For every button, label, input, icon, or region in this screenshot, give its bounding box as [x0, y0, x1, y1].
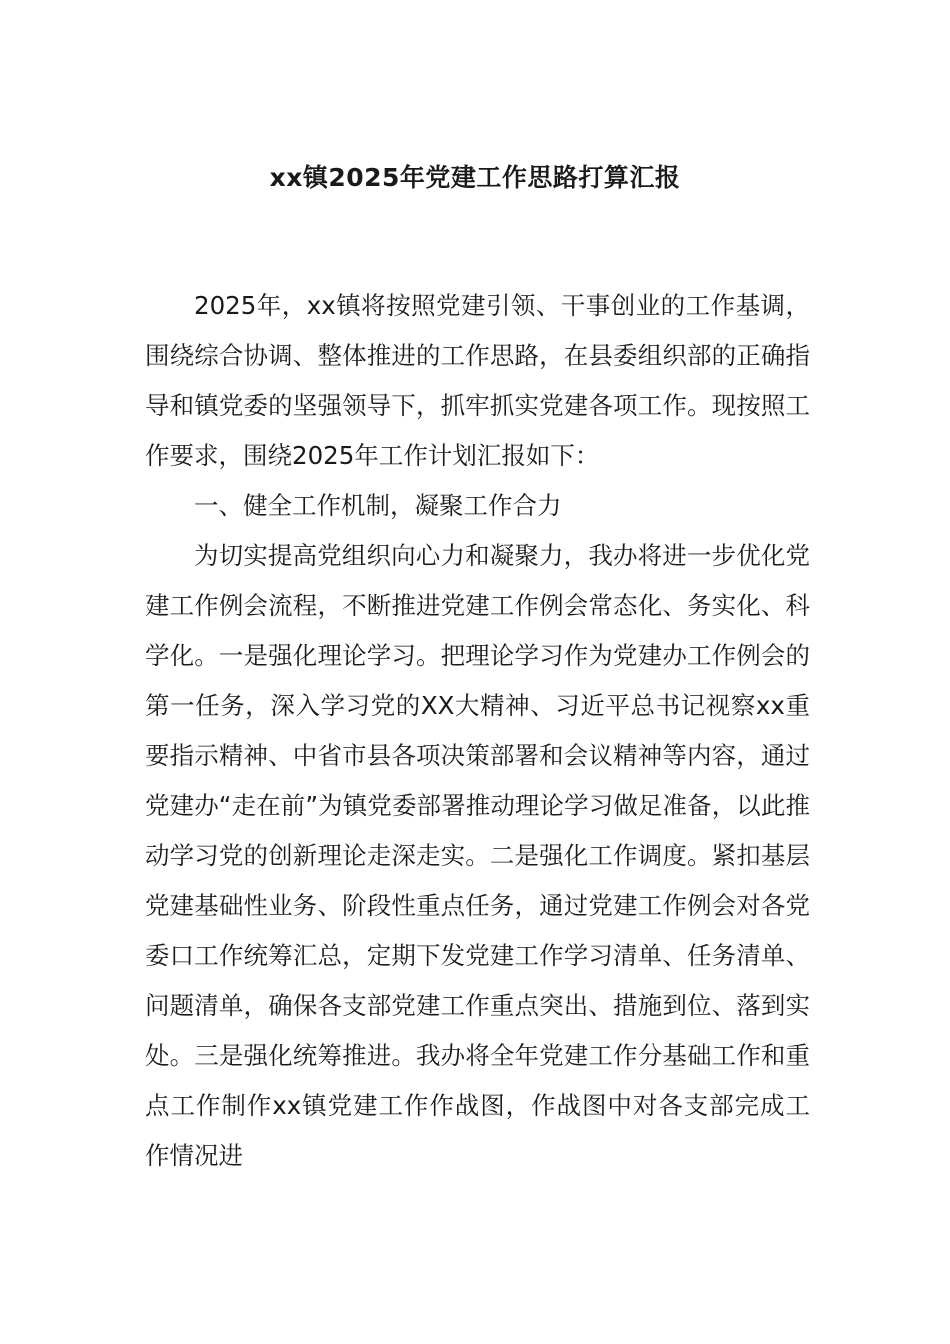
document-title: xx镇2025年党建工作思路打算汇报: [269, 163, 681, 192]
document-body: [145, 281, 810, 1181]
section-paragraph: 为切实提高党组织向心力和凝聚力，我办将进一步优化党建工作例会流程，不断推进党建工作例会常态化、务实化、科学化。一是强化理论学习。把理论学习作为党建办工作例会的第一任务，深入学习党的XX大精神、习近平总书记视察xx重要指示精神、中省市县各项决策部署和会议精神等内容，通过党建办“走在前”为镇党委部署推动理论学习做足准备，以此推动学习党的创新理论走深走实。二是强化工作调度。紧扣基层党建基础性业务、阶段性重点任务，通过党建工作例会对各党委口工作统筹汇总，定期下发党建工作学习清单、任务清单、问题清单，确保各支部党建工作重点突出、措施到位、落到实处。三是强化统筹推进。我办将全年党建工作分基础工作和重点工作制作xx镇党建工作作战图，作战图中对各支部完成工作情况进: [145, 541, 810, 1170]
section-heading: 一、健全工作机制，凝聚工作合力: [194, 491, 562, 520]
intro-paragraph: 2025年，xx镇将按照党建引领、干事创业的工作基调，围绕综合协调、整体推进的工作思路，在县委组织部的正确指导和镇党委的坚强领导下，抓牢抓实党建各项工作。现按照工作要求，围绕2025年工作计划汇报如下：: [145, 291, 810, 470]
